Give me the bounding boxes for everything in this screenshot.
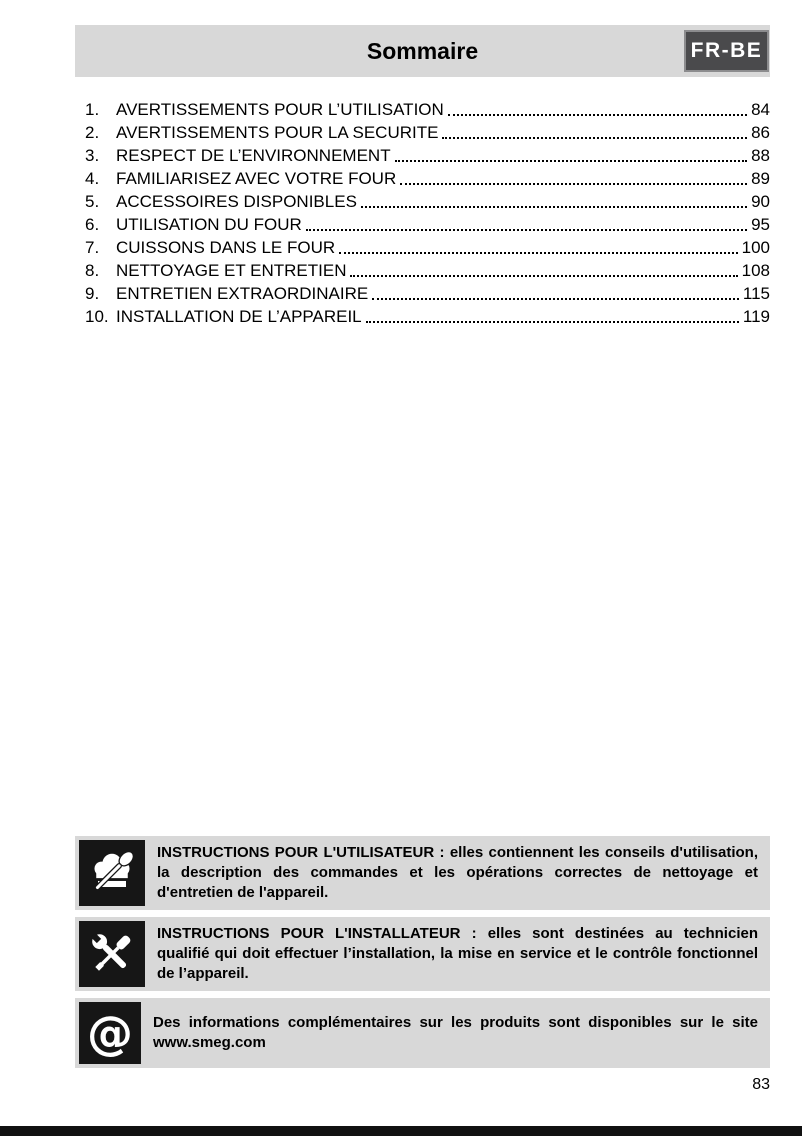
toc-title: NETTOYAGE ET ENTRETIEN xyxy=(116,261,347,280)
toc-leader-dots xyxy=(372,298,739,300)
footer-bar xyxy=(0,1126,802,1136)
toc-page-number: 86 xyxy=(751,123,770,142)
toc-page-number: 100 xyxy=(741,238,770,257)
toc-page-number: 95 xyxy=(751,215,770,234)
toc-leader-dots xyxy=(350,275,737,277)
info-box-web xyxy=(75,998,770,1068)
tools-icon xyxy=(79,921,145,987)
page-number: 83 xyxy=(752,1076,770,1093)
table-of-contents xyxy=(85,97,770,327)
toc-row xyxy=(85,304,770,327)
toc-number: 3. xyxy=(85,146,100,165)
toc-number: 5. xyxy=(85,192,100,211)
toc-row xyxy=(85,166,770,189)
language-badge: FR-BE xyxy=(684,30,769,72)
toc-row xyxy=(85,281,770,304)
chef-hat-icon xyxy=(79,840,145,906)
toc-number: 8. xyxy=(85,261,100,280)
page-title: Sommaire xyxy=(366,38,479,64)
toc-number: 7. xyxy=(85,238,100,257)
toc-title: CUISSONS DANS LE FOUR xyxy=(116,238,336,257)
toc-row xyxy=(85,97,770,120)
at-icon: @ xyxy=(79,1002,141,1064)
toc-page-number: 115 xyxy=(742,284,770,303)
info-box-text: Des informations complémentaires sur les produits sont disponibles sur le site www.smeg.com xyxy=(153,1014,758,1051)
info-box-text: INSTRUCTIONS POUR L'INSTALLATEUR : elles sont destinées au technicien qualifié qui doit effectuer l’installation, la mise en service et le contrôle fonctionnel de l’appareil. xyxy=(157,925,758,982)
info-box-text: INSTRUCTIONS POUR L'UTILISATEUR : elles contiennent les conseils d'utilisation, la description des commandes et les opérations correctes de nettoyage et d'entretien de l'appareil. xyxy=(157,844,758,901)
toc-leader-dots xyxy=(366,321,739,323)
toc-row xyxy=(85,212,770,235)
toc-row xyxy=(85,120,770,143)
toc-row xyxy=(85,235,770,258)
toc-title: AVERTISSEMENTS POUR L’UTILISATION xyxy=(116,100,444,119)
toc-row xyxy=(85,143,770,166)
toc-title: INSTALLATION DE L’APPAREIL xyxy=(116,307,362,326)
toc-title: ACCESSOIRES DISPONIBLES xyxy=(116,192,357,211)
toc-leader-dots xyxy=(400,183,747,185)
toc-page-number: 89 xyxy=(751,169,770,188)
toc-row xyxy=(85,189,770,212)
toc-leader-dots xyxy=(442,137,747,139)
toc-number: 10. xyxy=(85,307,109,326)
toc-leader-dots xyxy=(361,206,747,208)
toc-page-number: 84 xyxy=(751,100,770,119)
toc-leader-dots xyxy=(306,229,747,231)
toc-number: 6. xyxy=(85,215,100,234)
header-bar xyxy=(75,25,770,77)
toc-page-number: 119 xyxy=(742,307,770,326)
toc-row xyxy=(85,258,770,281)
toc-page-number: 108 xyxy=(741,261,770,280)
toc-leader-dots xyxy=(448,114,747,116)
toc-title: ENTRETIEN EXTRAORDINAIRE xyxy=(116,284,369,303)
toc-title: AVERTISSEMENTS POUR LA SECURITE xyxy=(116,123,439,142)
toc-number: 4. xyxy=(85,169,100,188)
toc-leader-dots xyxy=(339,252,737,254)
info-box-user xyxy=(75,836,770,910)
info-boxes xyxy=(75,836,770,1075)
toc-title: RESPECT DE L’ENVIRONNEMENT xyxy=(116,146,391,165)
toc-page-number: 90 xyxy=(751,192,770,211)
toc-number: 9. xyxy=(85,284,100,303)
toc-page-number: 88 xyxy=(751,146,770,165)
toc-title: FAMILIARISEZ AVEC VOTRE FOUR xyxy=(116,169,397,188)
toc-number: 1. xyxy=(85,100,100,119)
toc-number: 2. xyxy=(85,123,100,142)
toc-leader-dots xyxy=(395,160,748,162)
toc-title: UTILISATION DU FOUR xyxy=(116,215,302,234)
info-box-installer xyxy=(75,917,770,991)
